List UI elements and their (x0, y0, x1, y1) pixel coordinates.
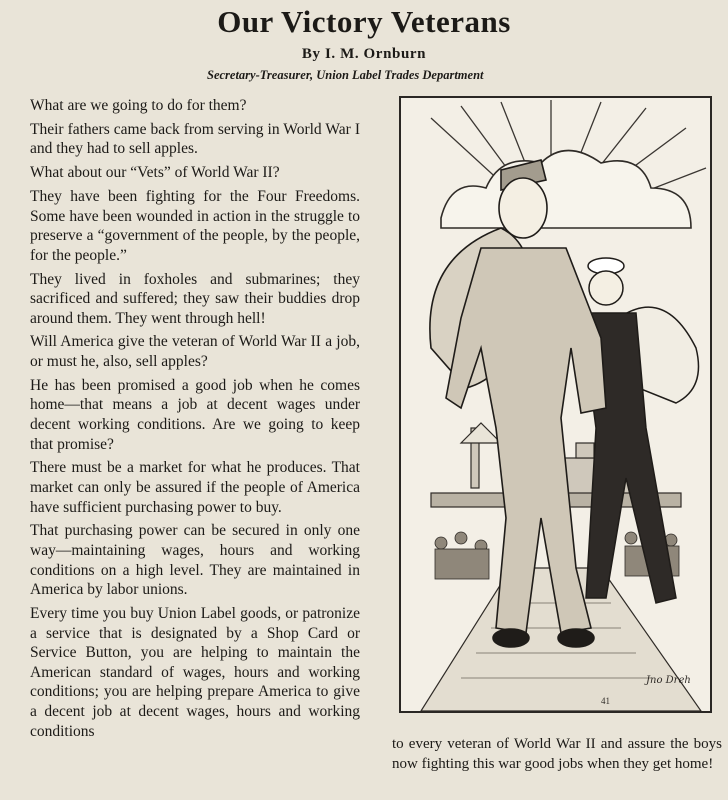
paragraph: That purchasing power can be secured in only one way—maintaining wages, hours and working conditions on a high level. They are maintained in America by labor unions. (30, 522, 360, 599)
paragraph: Every time you buy Union Label goods, or patronize a service that is designated by a Shop Card or Service Button, you are helping to maintain the American standard of wages, hours and working conditions; you are helping prepare America to give a decent job at decent wages, hours and working conditions (30, 604, 360, 740)
paragraph: Will America give the veteran of World War II a job, or must he, also, sell apples? (30, 333, 360, 371)
left-column (30, 96, 360, 745)
right-column-continuation: to every veteran of World War II and assure the boys now fighting this war good jobs when they get home! (392, 736, 722, 772)
article-title: Our Victory Veterans (217, 4, 511, 39)
paragraph: They lived in foxholes and submarines; they sacrificed and suffered; they saw their buddies drop around them. They went through hell! (30, 270, 360, 327)
article-byline: By I. M. Ornburn (301, 46, 427, 62)
plate-mark: 41 (601, 696, 610, 706)
paragraph: Their fathers came back from serving in World War I and they had to sell apples. (30, 120, 360, 158)
paragraph: What are we going to do for them? (30, 97, 247, 114)
paragraph: He has been promised a good job when he comes home—that means a job at decent wages under decent working conditions. Are we going to keep that promise? (30, 376, 360, 453)
paragraph: What about our “Vets” of World War II? (30, 164, 280, 182)
veterans-cartoon-drawing (401, 98, 710, 711)
veterans-illustration (399, 96, 712, 713)
paragraph: There must be a market for what he produces. That market can only be assured if the people of America have sufficient purchasing power to buy. (30, 459, 360, 516)
artist-signature: Jno Dreh (646, 675, 691, 686)
paragraph: They have been fighting for the Four Freedoms. Some have been wounded in action in the struggle to preserve a “government of the people, by the people, for the people.” (30, 187, 360, 264)
author-affiliation: Secretary-Treasurer, Union Label Trades Department (207, 68, 484, 82)
